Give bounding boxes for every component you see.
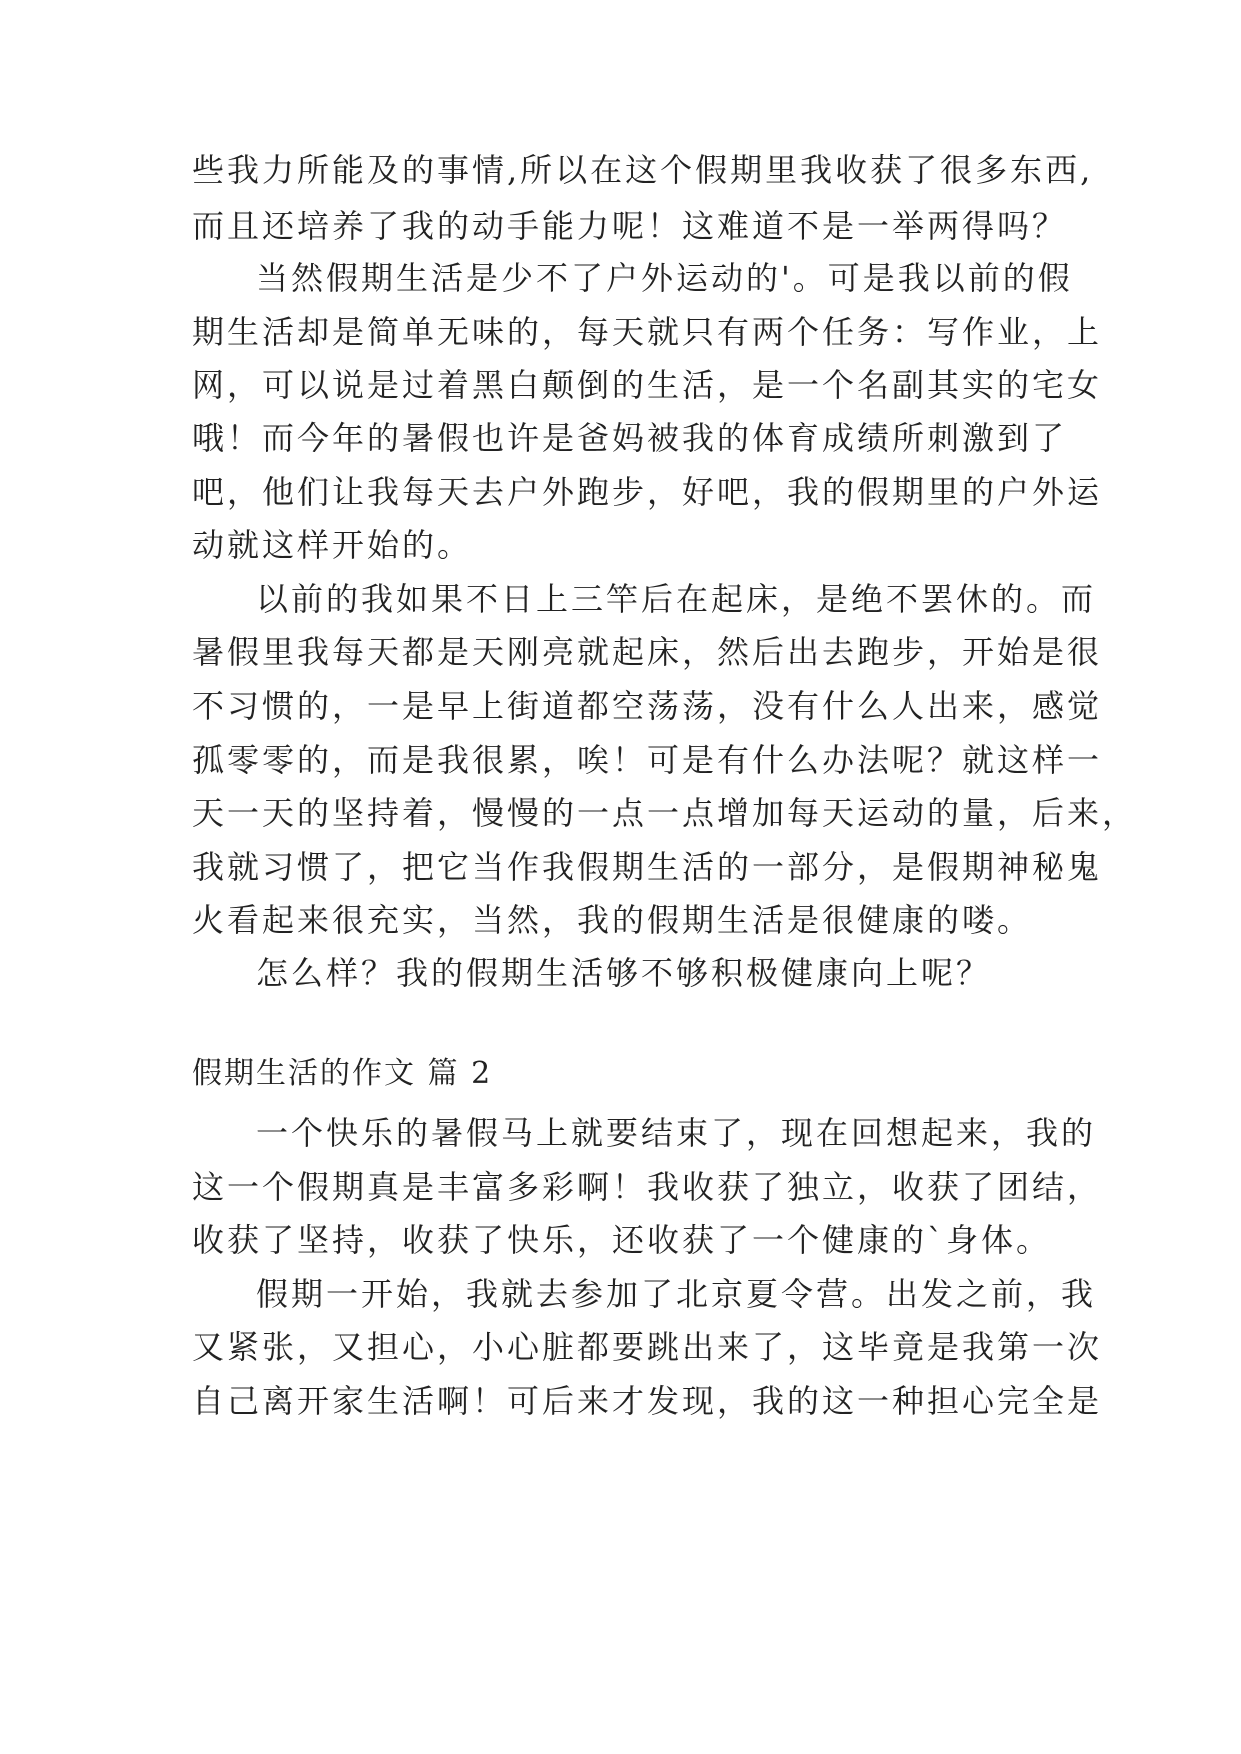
text-line: 火看起来很充实，当然，我的假期生活是很健康的喽。	[192, 901, 1033, 939]
text-line: 自己离开家生活啊！可后来才发现，我的这一种担心完全是	[192, 1382, 1103, 1420]
text-line: 暑假里我每天都是天刚亮就起床，然后出去跑步，开始是很	[192, 633, 1103, 671]
text-line: 怎么样？我的假期生活够不够积极健康向上呢？	[256, 954, 992, 992]
text-line: 孤零零的，而是我很累，唉！可是有什么办法呢？就这样一	[192, 741, 1103, 779]
text-line: 这一个假期真是丰富多彩啊！我收获了独立，收获了团结，	[192, 1168, 1103, 1206]
section-heading: 假期生活的作文 篇 2	[192, 1056, 493, 1091]
text-line: 以前的我如果不日上三竿后在起床，是绝不罢休的。而	[256, 580, 1097, 618]
text-line: 哦！而今年的暑假也许是爸妈被我的体育成绩所刺激到了	[192, 419, 1068, 457]
text-line: 不习惯的，一是早上街道都空荡荡，没有什么人出来，感觉	[192, 687, 1103, 725]
text-line: 一个快乐的暑假马上就要结束了，现在回想起来，我的	[256, 1114, 1097, 1152]
text-line: 些我力所能及的事情,所以在这个假期里我收获了很多东西,	[192, 151, 1094, 189]
text-line: 又紧张，又担心，小心脏都要跳出来了，这毕竟是我第一次	[192, 1328, 1103, 1366]
text-line: 假期一开始，我就去参加了北京夏令营。出发之前，我	[256, 1275, 1097, 1313]
text-line: 动就这样开始的。	[192, 526, 473, 564]
text-line: 网，可以说是过着黑白颠倒的生活，是一个名副其实的宅女	[192, 366, 1103, 404]
text-line: 我就习惯了，把它当作我假期生活的一部分，是假期神秘鬼	[192, 848, 1103, 886]
text-line: 收获了坚持，收获了快乐，还收获了一个健康的`身体。	[192, 1221, 1052, 1259]
text-line: 吧，他们让我每天去户外跑步，好吧，我的假期里的户外运	[192, 473, 1103, 511]
text-line: 当然假期生活是少不了户外运动的'。可是我以前的假	[256, 259, 1073, 297]
text-line: 天一天的坚持着，慢慢的一点一点增加每天运动的量，后来，	[192, 794, 1138, 832]
text-line: 而且还培养了我的动手能力呢！这难道不是一举两得吗？	[192, 207, 1068, 245]
text-line: 期生活却是简单无味的，每天就只有两个任务：写作业，上	[192, 313, 1103, 351]
